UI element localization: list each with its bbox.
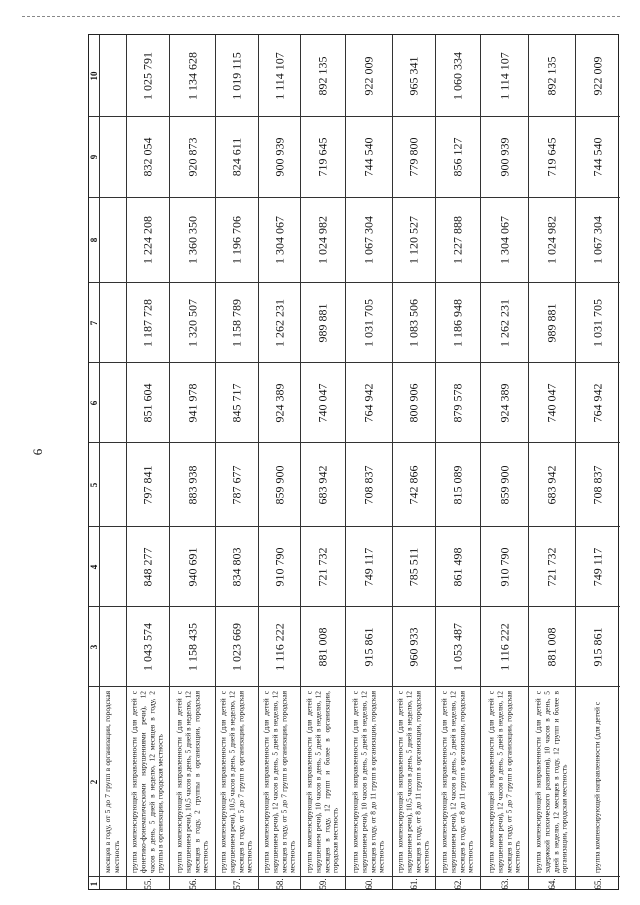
cell-text: 1 067 304 — [361, 216, 376, 264]
cell-text: 920 873 — [185, 137, 199, 177]
table-cell — [481, 35, 528, 117]
cell-text: 834 803 — [229, 547, 244, 586]
cell-text: 1 024 982 — [315, 216, 330, 264]
cell-text: 683 942 — [315, 465, 330, 504]
table-cell — [481, 443, 528, 527]
cell-text: группа компенсирующей направленности (для детей с фонетико-фонематическими нарушениями речи), 12 часов в день, 5 дней в неделю, 12 месяцев в году, 2 группы в организации, городская местность — [129, 690, 165, 873]
table-cell — [170, 35, 215, 117]
table-cell — [301, 35, 345, 117]
table-cell — [127, 117, 169, 198]
table-cell — [576, 363, 620, 443]
table-cell — [170, 527, 215, 607]
table-cell — [481, 607, 528, 687]
cell-text: 740 047 — [544, 383, 559, 422]
cell-text: 1 187 728 — [140, 298, 155, 347]
table-cell — [346, 117, 392, 198]
column-header-cell — [89, 35, 99, 117]
cell-text: 1 158 435 — [185, 622, 199, 671]
table-cell — [259, 117, 300, 198]
table-cell — [576, 687, 620, 877]
table-cell — [576, 117, 620, 198]
table-cell — [436, 35, 480, 117]
table-cell — [576, 283, 620, 363]
table-cell — [259, 35, 300, 117]
cell-text: 787 677 — [229, 465, 244, 504]
column-header-cell — [89, 687, 99, 877]
cell-text: 851 604 — [140, 383, 155, 422]
table-cell — [100, 283, 126, 363]
table-cell — [259, 877, 300, 891]
table-cell — [346, 283, 392, 363]
table-cell — [529, 877, 575, 891]
table-cell — [301, 877, 345, 891]
cell-text: 832 054 — [140, 137, 155, 177]
cell-text: 719 645 — [315, 137, 330, 177]
table-cell — [576, 198, 620, 283]
table-row — [259, 35, 301, 889]
cell-text: 1 116 222 — [497, 622, 511, 671]
cell-text: 924 389 — [497, 383, 511, 422]
column-header-cell — [89, 363, 99, 443]
cell-text: группа компенсирующей направленности (для детей с задержкой психического развития), 10 часов в день, 5 дней в неделю, 12 месяцев в году, 12 групп и более в организации, городская местность — [533, 690, 569, 873]
cell-text: 59. — [318, 878, 328, 890]
table-cell — [529, 607, 575, 687]
table-cell — [301, 687, 345, 877]
table-cell — [481, 117, 528, 198]
cell-text: группа компенсирующей направленности (для детей с нарушением речи), 12 часов в день, 5 дней в неделю, 12 месяцев в году, от 5 до 7 групп в организации, городская местность — [260, 690, 297, 873]
table-cell — [301, 117, 345, 198]
table-cell — [216, 198, 258, 283]
cell-text: 861 498 — [450, 547, 465, 586]
cell-text: 1 134 628 — [185, 51, 199, 100]
cell-text: 1 158 789 — [229, 298, 244, 347]
table-cell — [346, 877, 392, 891]
table-cell — [127, 283, 169, 363]
tariff-table — [88, 34, 619, 890]
cell-text: 900 939 — [497, 137, 511, 177]
table-cell — [301, 443, 345, 527]
table-cell — [529, 363, 575, 443]
cell-text: 1 031 705 — [361, 298, 376, 347]
cell-text: группа компенсирующей направленности (для детей с нарушением речи), 10 часов в день, 5 дней в неделю, 12 месяцев в году, от 8 до 11 групп в организации, городская местность — [350, 690, 386, 873]
cell-text: 60. — [364, 878, 374, 890]
table-cell — [529, 687, 575, 877]
table-cell — [576, 443, 620, 527]
table-cell — [100, 687, 126, 877]
column-header-cell — [89, 443, 99, 527]
table-row — [127, 35, 170, 889]
table-cell — [346, 363, 392, 443]
cell-text: 815 089 — [450, 465, 465, 504]
table-cell — [216, 607, 258, 687]
cell-text: группа компенсирующей направленности (для детей с — [592, 701, 602, 873]
cell-text: 1 031 705 — [590, 298, 605, 347]
table-cell — [127, 527, 169, 607]
cell-text: группа компенсирующей направленности (для детей с нарушением речи), 12 часов в день, 5 дней в неделю, 12 месяцев в году, от 5 до 7 групп в организации, городская местность — [485, 690, 522, 873]
table-cell — [436, 198, 480, 283]
cell-text: 1 227 888 — [450, 216, 465, 264]
table-cell — [170, 607, 215, 687]
table-cell — [100, 443, 126, 527]
table-cell — [346, 443, 392, 527]
cell-text: 1 060 334 — [450, 51, 465, 100]
table-cell — [346, 527, 392, 607]
table-cell — [216, 283, 258, 363]
table-cell — [259, 198, 300, 283]
cell-text: 1 043 574 — [140, 622, 155, 671]
cell-text: 1 116 222 — [272, 622, 286, 671]
cell-text: 989 881 — [315, 303, 330, 342]
table-cell — [216, 443, 258, 527]
cell-text: 56. — [187, 878, 198, 890]
table-row — [346, 35, 393, 889]
cell-text: 5 — [89, 482, 99, 487]
table-cell — [170, 198, 215, 283]
cell-text: 721 732 — [315, 547, 330, 586]
table-cell — [346, 607, 392, 687]
table-cell — [259, 687, 300, 877]
cell-text: 900 939 — [272, 137, 286, 177]
table-row — [216, 35, 259, 889]
cell-text: 744 540 — [361, 137, 376, 177]
cell-text: 965 341 — [406, 56, 421, 95]
cell-text: 7 — [89, 320, 99, 325]
table-cell — [100, 117, 126, 198]
cell-text: 1 019 115 — [229, 51, 244, 100]
cell-text: 910 790 — [272, 547, 286, 586]
table-cell — [301, 283, 345, 363]
cell-text: 892 135 — [544, 56, 559, 95]
table-cell — [481, 363, 528, 443]
cell-text: 989 881 — [544, 303, 559, 342]
cell-text: 742 866 — [406, 465, 421, 504]
table-cell — [393, 117, 435, 198]
cell-text: 859 900 — [272, 465, 286, 504]
table-cell — [259, 607, 300, 687]
table-cell — [216, 687, 258, 877]
cell-text: 859 900 — [497, 465, 511, 504]
cell-text: 1 262 231 — [497, 298, 511, 347]
column-header-cell — [89, 198, 99, 283]
cell-text: 856 127 — [450, 137, 465, 177]
table-cell — [216, 877, 258, 891]
table-cell — [100, 607, 126, 687]
column-header-cell — [89, 607, 99, 687]
table-cell — [170, 443, 215, 527]
cell-text: 719 645 — [544, 137, 559, 177]
cell-text: 922 009 — [361, 56, 376, 95]
table-cell — [301, 607, 345, 687]
cell-text: 6 — [89, 400, 99, 405]
table-cell — [346, 35, 392, 117]
cell-text: 4 — [89, 564, 99, 569]
table-cell — [100, 527, 126, 607]
cell-text: 1 053 487 — [450, 622, 465, 671]
cell-text: 721 732 — [544, 547, 559, 586]
table-cell — [346, 687, 392, 877]
table-cell — [393, 877, 435, 891]
cell-text: 797 841 — [140, 465, 155, 504]
cell-text: 1 024 982 — [544, 216, 559, 264]
header-column — [89, 35, 100, 889]
cell-text: 1 — [89, 881, 99, 887]
table-cell — [436, 283, 480, 363]
cell-text: 941 978 — [185, 383, 199, 422]
table-cell — [346, 198, 392, 283]
cell-text: 881 008 — [315, 627, 330, 666]
cell-text: 845 717 — [229, 383, 244, 422]
cell-text: 1 360 350 — [185, 216, 199, 264]
cell-text: группа компенсирующей направленности (для детей с нарушением речи), 10,5 часов в день, 5 дней в неделю, 12 месяцев в году, от 5 до 7 групп в организации, городская местность — [218, 690, 254, 873]
table-cell — [481, 198, 528, 283]
cell-text: 915 861 — [361, 627, 376, 666]
cell-text: 62. — [453, 878, 463, 890]
cell-text: 55. — [143, 878, 153, 890]
table-cell — [529, 527, 575, 607]
cell-text: 1 262 231 — [272, 298, 286, 347]
table-cell — [393, 363, 435, 443]
cell-text: группа компенсирующей направленности (для детей с нарушением речи), 10,5 часов в день, 5 дней в неделю, 12 месяцев в году, от 8 до 11 групп в организации, городская местность — [395, 690, 431, 873]
table-cell — [393, 35, 435, 117]
cell-text: 1 114 107 — [272, 51, 286, 100]
cell-text: 915 861 — [590, 627, 605, 666]
table-cell — [216, 117, 258, 198]
cell-text: 824 611 — [229, 137, 244, 177]
cell-text: 800 906 — [406, 383, 421, 422]
cell-text: 1 120 527 — [406, 216, 421, 264]
cell-text: 1 114 107 — [497, 51, 511, 100]
cell-text: 64. — [547, 878, 557, 890]
table-cell — [259, 363, 300, 443]
table-cell — [127, 35, 169, 117]
table-cell — [259, 443, 300, 527]
table-cell — [259, 527, 300, 607]
table-cell — [393, 687, 435, 877]
table-cell — [170, 877, 215, 891]
cell-text: 910 790 — [497, 547, 511, 586]
table-cell — [436, 117, 480, 198]
table-cell — [127, 363, 169, 443]
table-cell — [529, 35, 575, 117]
cell-text: 1 224 208 — [140, 216, 155, 264]
table-cell — [436, 443, 480, 527]
table-cell — [481, 877, 528, 891]
cell-text: 65. — [593, 878, 603, 890]
cell-text: 1 186 948 — [450, 298, 465, 347]
cell-text: 1 025 791 — [140, 51, 155, 100]
table-cell — [100, 363, 126, 443]
cell-text: 960 933 — [406, 627, 421, 666]
cell-text: 749 117 — [361, 547, 376, 586]
table-cell — [393, 527, 435, 607]
table-cell — [170, 117, 215, 198]
cell-text: группа компенсирующей направленности (для детей с нарушением речи), 12 часов в день, 5 дней в неделю, 12 месяцев в году, от 8 до 11 групп в организации, городская местность — [439, 690, 475, 873]
cell-text: группа компенсирующей направленности (для детей с нарушением речи), 10,5 часов в день, 5 дней в неделю, 12 месяцев в году, 2 группы в организации, городская местность — [173, 690, 210, 873]
table-cell — [481, 283, 528, 363]
table-cell — [436, 527, 480, 607]
table-cell — [576, 527, 620, 607]
cell-text: 57. — [232, 878, 242, 890]
table-cell — [127, 607, 169, 687]
cell-text: 683 942 — [544, 465, 559, 504]
cell-text: 848 277 — [140, 547, 155, 586]
cell-text: 1 196 706 — [229, 216, 244, 264]
cell-text: 881 008 — [544, 627, 559, 666]
table-cell — [393, 443, 435, 527]
cell-text: 2 — [89, 779, 99, 784]
table-cell — [481, 687, 528, 877]
cell-text: 1 023 669 — [229, 622, 244, 671]
cell-text: 3 — [89, 644, 99, 649]
cell-text: 940 691 — [185, 547, 199, 586]
cell-text: 1 304 067 — [497, 216, 511, 264]
cell-text: 749 117 — [590, 547, 605, 586]
cell-text: 10 — [89, 71, 99, 80]
table-cell — [170, 363, 215, 443]
cell-text: 764 942 — [590, 383, 605, 422]
table-row — [481, 35, 529, 889]
table-cell — [576, 35, 620, 117]
table-cell — [576, 607, 620, 687]
cell-text: 1 304 067 — [272, 216, 286, 264]
table-cell — [216, 527, 258, 607]
cell-text: 8 — [89, 237, 99, 243]
table-cell — [127, 687, 169, 877]
cell-text: 922 009 — [590, 56, 605, 95]
cell-text: 785 511 — [406, 547, 421, 586]
cell-text: 892 135 — [315, 56, 330, 95]
table-cell — [127, 877, 169, 891]
cell-text: 740 047 — [315, 383, 330, 422]
table-cell — [259, 283, 300, 363]
table-cell — [529, 198, 575, 283]
table-cell — [127, 443, 169, 527]
column-header-cell — [89, 117, 99, 198]
column-header-cell — [89, 283, 99, 363]
table-cell — [100, 198, 126, 283]
cell-text: 883 938 — [185, 465, 199, 504]
table-cell — [170, 687, 215, 877]
table-cell — [100, 35, 126, 117]
table-cell — [576, 877, 620, 891]
cell-text: группа компенсирующей направленности (для детей с нарушением речи), 10 часов в день, 5 дней в неделю, 12 месяцев в году, 12 групп и более в организации, городская местность — [304, 690, 340, 873]
table-row — [301, 35, 346, 889]
table-cell — [436, 363, 480, 443]
cell-text: 924 389 — [272, 383, 286, 422]
table-cell — [529, 443, 575, 527]
table-cell — [216, 363, 258, 443]
column-header-cell — [89, 527, 99, 607]
table-cell — [393, 283, 435, 363]
table-cell — [301, 363, 345, 443]
cell-text: 63. — [499, 878, 510, 890]
table-row — [436, 35, 481, 889]
cell-text: 58. — [274, 878, 285, 890]
cell-text: 1 067 304 — [590, 216, 605, 264]
table-cell — [170, 283, 215, 363]
table-row — [393, 35, 436, 889]
table-cell — [529, 283, 575, 363]
table-row — [529, 35, 576, 889]
table-cell — [216, 35, 258, 117]
top-scan-line — [22, 16, 620, 17]
cell-text: 1 320 507 — [185, 298, 199, 347]
cell-text: 779 800 — [406, 137, 421, 177]
table-cell — [127, 198, 169, 283]
cell-text: месяцев в году, от 5 до 7 групп в организации, городская местность — [103, 690, 121, 873]
table-cell — [301, 527, 345, 607]
table-row — [170, 35, 216, 889]
table-cell — [436, 687, 480, 877]
cell-text: 708 837 — [590, 465, 605, 504]
column-header-cell — [89, 877, 99, 891]
cell-text: 708 837 — [361, 465, 376, 504]
table-cell — [393, 607, 435, 687]
cell-text: 879 578 — [450, 383, 465, 422]
cell-text: 1 083 506 — [406, 298, 421, 347]
table-cell — [100, 877, 126, 891]
table-cell — [529, 117, 575, 198]
table-cell — [436, 877, 480, 891]
continuation-column — [100, 35, 127, 889]
table-cell — [393, 198, 435, 283]
cell-text: 61. — [409, 878, 419, 890]
table-row — [576, 35, 620, 889]
cell-text: 764 942 — [361, 383, 376, 422]
table-cell — [436, 607, 480, 687]
table-cell — [481, 527, 528, 607]
cell-text: 9 — [89, 154, 99, 160]
cell-text: 744 540 — [590, 137, 605, 177]
table-cell — [301, 198, 345, 283]
